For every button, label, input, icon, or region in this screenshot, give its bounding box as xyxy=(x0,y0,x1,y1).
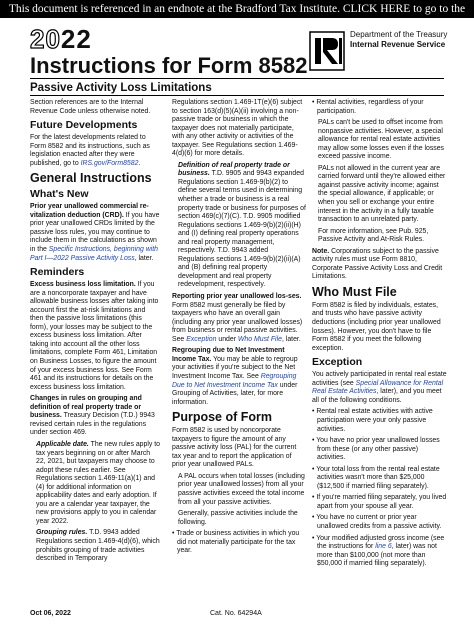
agency-irs: Internal Revenue Service xyxy=(350,40,446,49)
specific-instructions-link[interactable]: Specific Instructions, beginning with Part I—2022 Passive Activity Loss xyxy=(30,246,158,262)
refs-note: Section references are to the Internal Revenue Code unless otherwise noted. xyxy=(30,99,151,115)
reporting-paragraph: Reporting prior year unallowed los-ses. Form 8582 must generally be filed by taxpayers who have an overall gain (including any prior year unallowed losses) from business or rental passive activities. See Exception under Who Must File, later. xyxy=(172,293,303,343)
who-must-file-paragraph: Form 8582 is filed by individuals, estates, and trusts who have passive activity deductions (including prior year unallowed losses). However, you don't have to file Form 8582 if you meet the following exception. xyxy=(312,301,441,352)
future-developments-text: For the latest developments related to Form 8582 and its instructions, such as legislation enacted after they were published, go to IRS.gov/Form8582. xyxy=(30,134,150,167)
condition-bullet-4: • If you're married filing separately, you lived apart from your spouse all year. xyxy=(312,494,447,510)
endnote-banner[interactable]: This document is referenced in an endnote at the Bradford Tax Institute. CLICK HERE to go to the home page. xyxy=(0,0,474,18)
form8582-link[interactable]: IRS.gov/Form8582 xyxy=(80,159,139,167)
year-bold-digits: 22 xyxy=(60,24,92,54)
more-info-paragraph: For more information, see Pub. 925, Passive Activity and At-Risk Rules. xyxy=(318,227,429,244)
trade-business-bullet: • Trade or business activities in which you did not materially participate for the tax year. xyxy=(172,530,300,555)
condition-bullet-3: • Your total loss from the rental real estate activities wasn't more than $25,000 ($12,500 if married filing separately). xyxy=(312,465,440,490)
agency-block xyxy=(350,30,447,50)
grouping-changes-paragraph: Changes in rules on grouping and definition of real property trade or business. Treasury Decision (T.D.) 9943 revised certain rules in the regulations under section 469. xyxy=(30,395,155,437)
line6-link[interactable]: line 6 xyxy=(375,543,392,551)
who-must-file-link[interactable]: Who Must File xyxy=(237,335,282,343)
future-developments-heading: Future Developments xyxy=(30,119,138,132)
agency-department: Department of the Treasury xyxy=(350,30,448,39)
regulations-paragraph: Regulations section 1.469-1T(e)(6) subject to section 163(d)(5)(A)(ii) involving a non-passive trade or business in which the taxpayer does not materially participate, with any other activity or activities of the taxpayer. See Regulations section 1.469-4(d)(6) for more details. xyxy=(172,99,303,158)
regrouping-link[interactable]: Regrouping Due to Net Investment Income Tax xyxy=(172,372,297,389)
pal-paragraph: A PAL occurs when total losses (including prior year unallowed losses) from all your passive activities exceed the total income from all your passive activities. xyxy=(178,472,305,506)
special-allowance-link[interactable]: Special Allowance for Rental Real Estate Activities xyxy=(312,379,444,396)
general-instructions-heading: General Instructions xyxy=(30,171,152,186)
generally-paragraph: Generally, passive activities include the following. xyxy=(178,510,298,526)
rental-bullet: • Rental activities, regardless of your participation. xyxy=(312,99,424,115)
exception-link[interactable]: Exception xyxy=(186,335,217,343)
condition-bullet-5: • You have no current or prior year unallowed credits from a passive activity. xyxy=(312,514,442,530)
whats-new-heading: What's New xyxy=(30,188,89,201)
document-title: Instructions for Form 8582 xyxy=(30,53,308,78)
column-middle xyxy=(172,99,306,559)
title-rule xyxy=(30,78,444,79)
footer-date: Oct 06, 2022 xyxy=(30,610,71,617)
grouping-rules-paragraph: Grouping rules. T.D. 9943 added Regulations section 1.469-4(d)(6), which prohibits grouping of trade activities described in Temporary xyxy=(36,529,160,563)
treasury-eagle-logo-icon xyxy=(308,30,346,72)
column-left xyxy=(30,99,160,567)
document-subtitle: Passive Activity Loss Limitations xyxy=(30,82,212,94)
who-must-file-heading: Who Must File xyxy=(312,284,397,299)
pals-offset-paragraph: PALs can't be used to offset income from nonpassive activities. However, a special allowance for rental real estate activities may allow some losses even if the losses exceed passive income. xyxy=(318,119,444,161)
column-right xyxy=(312,99,447,572)
subtitle-rule xyxy=(30,95,444,96)
excess-loss-paragraph: Excess business loss limitation. If you are a noncorporate taxpayer and have allowable business losses after taking into account first the at-risk limitations and then the passive loss limitations (this form), your losses may be subject to the excess business loss limitation. After taking into account all the other loss limitations, complete Form 461, Limitation on Business Losses, to figure the amount of your excess business loss. See Form 461 and its instructions for details on the excess business loss limitation. xyxy=(30,281,159,391)
year-outline-digits: 20 xyxy=(30,24,61,54)
form-year xyxy=(30,25,92,53)
condition-bullet-6: • Your modified adjusted gross income (see the instructions for line 6, later) was not more than $100,000 (not more than $50,000 if married filing separately). xyxy=(312,534,445,568)
note-paragraph: Note. Corporations subject to the passive activity rules must use Form 8810, Corporate Passive Activity Loss and Credit Limitations. xyxy=(312,247,443,281)
applicable-date-paragraph: Applicable date. The new rules apply to tax years beginning on or after March 22, 2021, but taxpayers may choose to adopt these rules earlier. See Regulations section 1.469-11(a)(1) and (4) for additional information on applicability dates and early adoption. If you are a calendar year taxpayer, the new provisions apply to you in calendar year 2022. xyxy=(36,440,160,525)
footer-catalog-number: Cat. No. 64294A xyxy=(210,610,262,617)
carryforward-paragraph: PALs not allowed in the current year are carried forward until they're allowed either against passive activity income; against the special allowance, if applicable; or when you sell or exchange your entire interest in the activity in a fully taxable transaction to an unrelated party. xyxy=(318,164,446,224)
exception-paragraph: You actively participated in rental real estate activities (see Special Allowance for Rental Real Estate Activities, later), and you meet all of the following conditions. xyxy=(312,371,447,404)
crd-paragraph: Prior year unallowed commercial re-vitalization deduction (CRD). If you have prior year unallowed CRDs limited by the passive loss rules, you may continue to include them in the calculations as shown in the Specific Instructions, beginning with Part I—2022 Passive Activity Loss, later. xyxy=(30,203,160,262)
condition-bullet-2: • You have no prior year unallowed losses from these (or any other passive) activities. xyxy=(312,437,440,462)
purpose-paragraph: Form 8582 is used by noncorporate taxpayers to figure the amount of any passive activity loss (PAL) for the current tax year and to report the application of prior year unallowed PALs. xyxy=(172,427,297,469)
condition-bullet-1: • Rental real estate activities with active participation were your only passive activities. xyxy=(312,408,433,433)
reminders-heading: Reminders xyxy=(30,266,85,279)
regrouping-paragraph: Regrouping due to Net Investment Income Tax. You may be able to regroup your activities if you're subject to the Net Investment Income Tax. See Regrouping Due to Net Investment Income Tax under Grouping of Activities, later, for more information. xyxy=(172,347,298,406)
exception-heading: Exception xyxy=(312,356,363,369)
definition-paragraph: Definition of real property trade or business. T.D. 9905 and 9943 expanded Regulations section 1.469-9(b)(2) to define several terms used in determining whether a trade or business is a real property trade or business for purposes of section 469(c)(7)(C). T.D. 9905 modified Regulations sections 1.469-9(b)(2)(ii)(H) and (I) defining real property operations and real property management, respectively. T.D. 9943 added Regulations sections 1.469-9(b)(2)(ii)(A) and (B) defining real property development and real property redevelopment, respectively. xyxy=(178,161,306,289)
purpose-heading: Purpose of Form xyxy=(172,410,273,425)
